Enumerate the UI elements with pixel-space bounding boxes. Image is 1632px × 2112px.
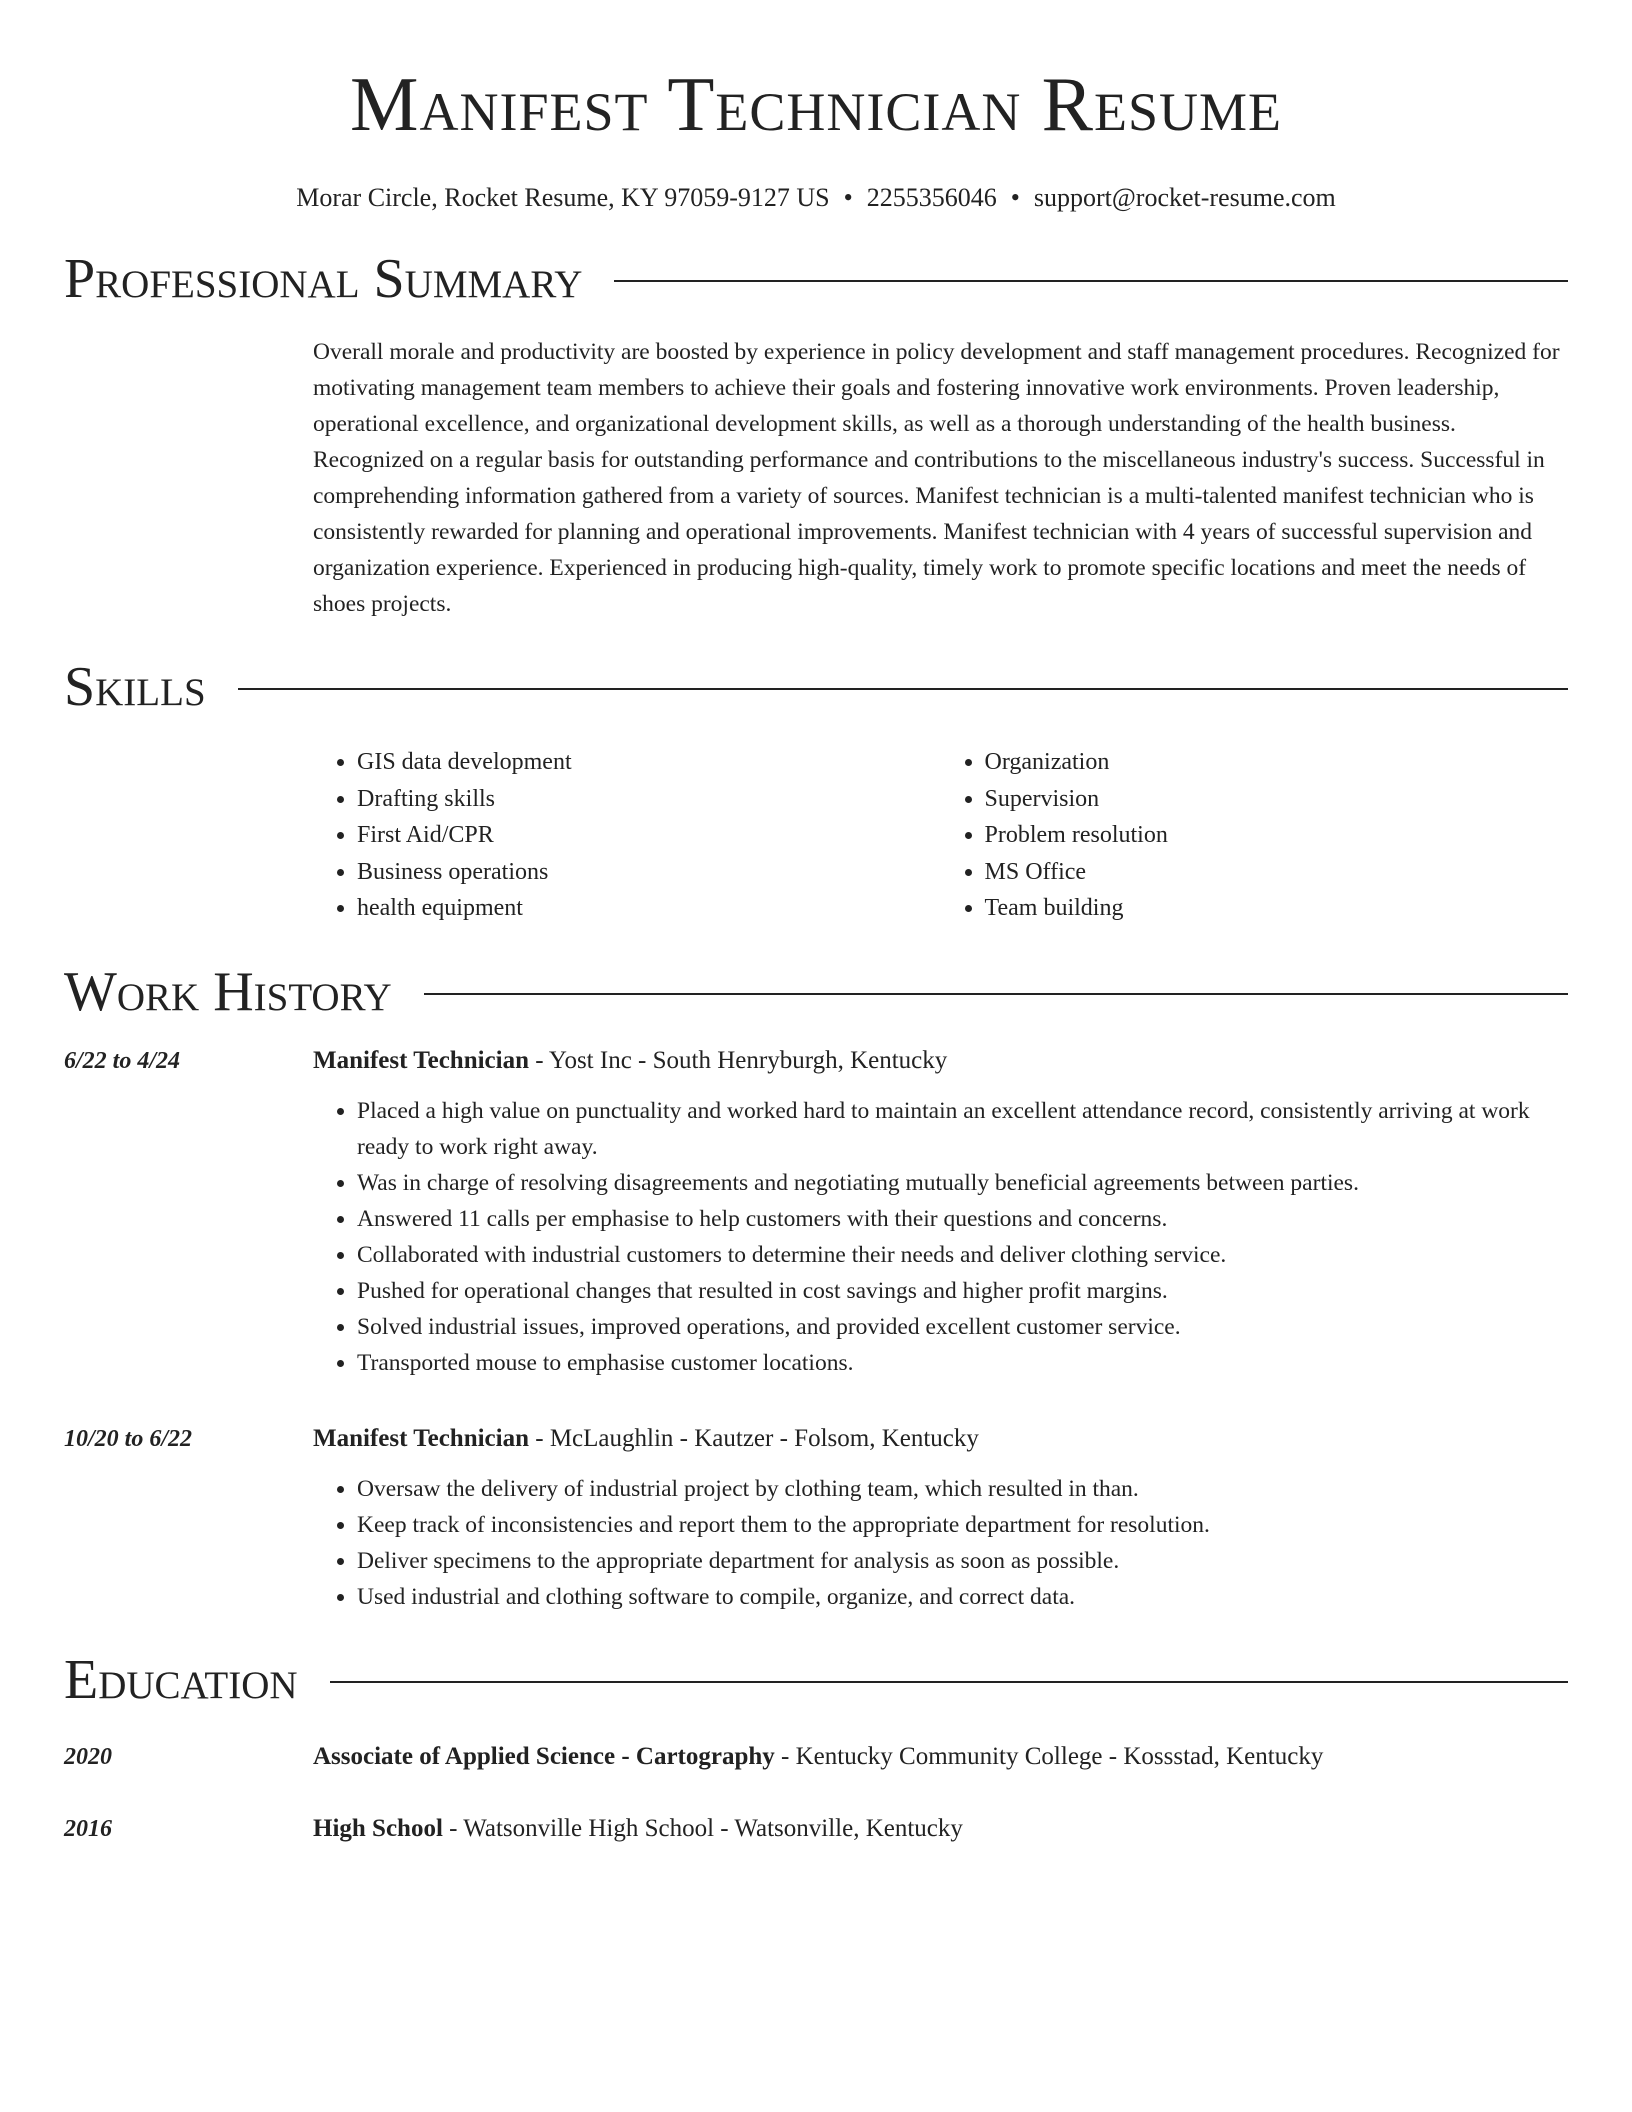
- job-bullet: • Transported mouse to emphasise customer locations.: [357, 1345, 1568, 1381]
- job-details: - McLaughlin - Kautzer - Folsom, Kentucky: [529, 1424, 979, 1452]
- skill-item: • Problem resolution: [985, 817, 1569, 854]
- education-degree: Associate of Applied Science - Cartography: [313, 1742, 775, 1770]
- section-divider: [238, 688, 1568, 690]
- job-bullet: • Used industrial and clothing software to compile, organize, and correct data.: [357, 1579, 1568, 1615]
- skill-item: • Team building: [985, 890, 1569, 927]
- skills-header: [64, 652, 1568, 722]
- job-dates: 6/22 to 4/24: [64, 1047, 181, 1074]
- skills-section: [64, 652, 1568, 927]
- job-bullet: • Deliver specimens to the appropriate department for analysis as soon as possible.: [357, 1543, 1568, 1579]
- job-body: [313, 1421, 1568, 1615]
- job-bullet: • Pushed for operational changes that resulted in cost savings and higher profit margins.: [357, 1273, 1568, 1309]
- skill-item: • health equipment: [357, 890, 941, 927]
- summary-title: Professional Summary: [64, 248, 583, 310]
- education-details: - Watsonville High School - Watsonville, Kentucky: [442, 1814, 963, 1842]
- skill-item: • MS Office: [985, 854, 1569, 891]
- summary-header: [64, 244, 1568, 314]
- job-bullets: [313, 1471, 1568, 1615]
- skill-item: • Drafting skills: [357, 781, 941, 818]
- education-title: Education: [64, 1648, 298, 1711]
- summary-text: Overall morale and productivity are boosted by experience in policy development and staff management procedures. Recognized for motivating management team members to achieve their goals and fostering innovative work environments. Proven leadership, operational excellence, and organizational development skills, as well as a thorough understanding of the health business. Recognized on a regular basis for outstanding performance and contributions to the miscellaneous industry's success. Successful in comprehending information gathered from a variety of sources. Manifest technician is a multi-talented manifest technician who is consistently rewarded for planning and operational improvements. Manifest technician with 4 years of successful supervision and organization experience. Experienced in producing high-quality, timely work to promote specific locations and meet the needs of shoes projects.: [313, 339, 1560, 617]
- job-entry: [64, 1421, 1568, 1615]
- job-role: Manifest Technician: [313, 1046, 529, 1074]
- resume-title: Manifest Technician Resume: [350, 61, 1282, 147]
- contact-phone: 2255356046: [866, 183, 997, 212]
- job-role: Manifest Technician: [313, 1424, 529, 1452]
- work-title: Work History: [64, 960, 392, 1023]
- education-details: - Kentucky Community College - Kossstad, Kentucky: [774, 1742, 1324, 1770]
- job-details: - Yost Inc - South Henryburgh, Kentucky: [529, 1046, 948, 1074]
- job-bullet: • Placed a high value on punctuality and worked hard to maintain an excellent attendance record, consistently arriving at work ready to work right away.: [357, 1093, 1568, 1165]
- section-divider: [330, 1681, 1568, 1683]
- education-degree: High School: [313, 1814, 443, 1842]
- education-heading: [313, 1811, 1568, 1847]
- skills-list-left: [313, 744, 941, 927]
- job-bullet: • Collaborated with industrial customers to determine their needs and deliver clothing service.: [357, 1237, 1568, 1273]
- skills-title: Skills: [64, 656, 206, 718]
- job-bullet: • Was in charge of resolving disagreements and negotiating mutually beneficial agreements between parties.: [357, 1165, 1568, 1201]
- skill-item: • Supervision: [985, 781, 1569, 818]
- work-header: [64, 957, 1568, 1027]
- education-section: [64, 1645, 1568, 1847]
- education-header: [64, 1645, 1568, 1715]
- job-bullet: • Keep track of inconsistencies and report them to the appropriate department for resolution.: [357, 1507, 1568, 1543]
- contact-email: support@rocket-resume.com: [1033, 183, 1336, 212]
- skill-item: • GIS data development: [357, 744, 941, 781]
- job-entry: [64, 1043, 1568, 1381]
- education-year: 2020: [64, 1743, 112, 1770]
- skill-item: • First Aid/CPR: [357, 817, 941, 854]
- job-bullets: [313, 1093, 1568, 1381]
- contact-separator: •: [843, 183, 853, 212]
- education-year: 2016: [64, 1815, 112, 1842]
- skill-item: • Business operations: [357, 854, 941, 891]
- education-entry: [64, 1811, 1568, 1847]
- job-bullet: • Answered 11 calls per emphasise to help customers with their questions and concerns.: [357, 1201, 1568, 1237]
- section-divider: [614, 280, 1568, 282]
- job-bullet: • Oversaw the delivery of industrial project by clothing team, which resulted in than.: [357, 1471, 1568, 1507]
- contact-separator: •: [1010, 183, 1020, 212]
- section-divider: [424, 993, 1568, 995]
- education-heading: [313, 1739, 1568, 1775]
- skill-item: • Organization: [985, 744, 1569, 781]
- work-section: [64, 957, 1568, 1615]
- skills-grid: [313, 744, 1568, 927]
- contact-address: Morar Circle, Rocket Resume, KY 97059-9127 US: [296, 183, 830, 212]
- job-heading: [313, 1043, 1568, 1079]
- education-entry: [64, 1739, 1568, 1775]
- job-bullet: • Solved industrial issues, improved operations, and provided excellent customer service.: [357, 1309, 1568, 1345]
- job-dates: 10/20 to 6/22: [64, 1425, 193, 1452]
- skills-list-right: [941, 744, 1569, 927]
- summary-section: [64, 244, 1568, 622]
- contact-line: [64, 182, 1568, 214]
- job-body: [313, 1043, 1568, 1381]
- job-heading: [313, 1421, 1568, 1457]
